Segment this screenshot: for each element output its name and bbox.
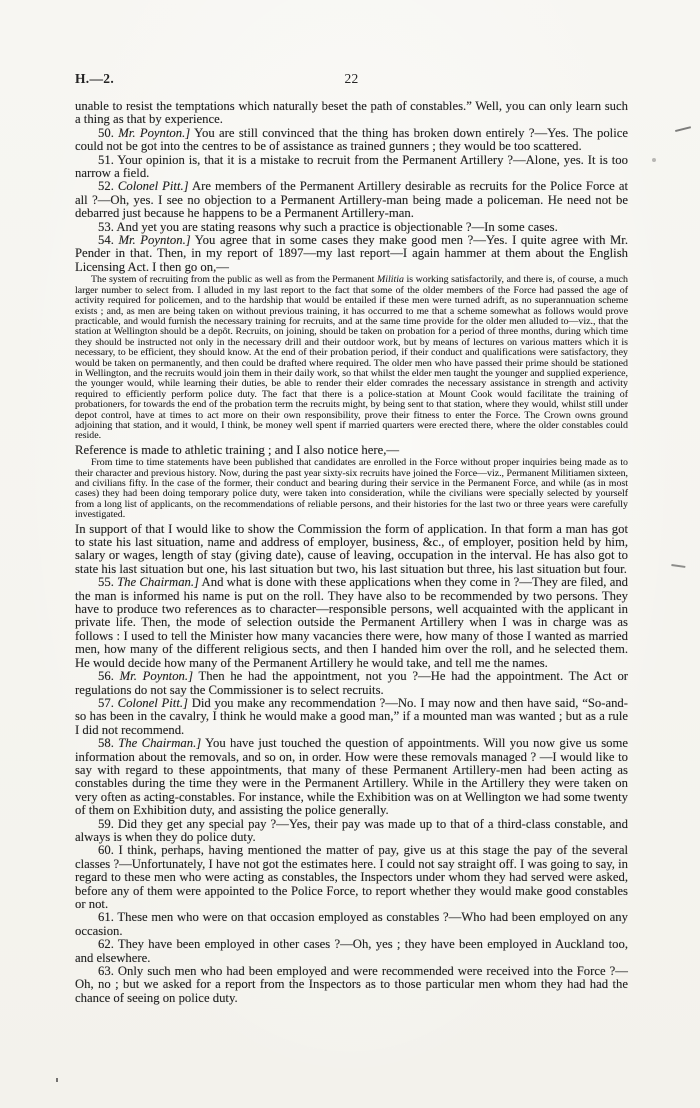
text-run: is working satisfactorily, and there is, of course, a much larger number to select from. I alluded in my last report to the fact that some of the older members of the Force had passed the age of activity required for policemen, and to the hardship that would be entailed if these men were turned adrift, as no superannuation scheme exists ; and, as men are being taken on without previous training, it has occurred to me that a scheme somewhat as follows would prove practicable, and would furnish the necessary training for recruits, and at the same time provide for the older men alluded to—viz., that the station at Wellington should be a depôt. Recruits, on joining, should be taken on probation for a period of three months, during which time they should be instructed not only in the necessary drill and their outdoor work, but by means of lectures on various matters which it is necessary, to be efficient, they should know. At the end of their probation period, if their conduct and qualifications were satisfactory, they would be taken on permanently, and then could be drafted where required. The older men who have passed their prime should be stationed in Wellington, and the recruits would join them in their daily work, so that whilst the elder men taught the younger and supplied experience, the younger would, while learning their duties, be able to render their elder comrades the necessary assistance in strength and activity required to efficiently perform police duty. The fact that there is a police-station at Mount Cook would facilitate the training of probationers, for towards the end of the probation term the recruits might, by being sent to that station, where they would, whilst still under depot control, have at times to act more on their own responsibility, prove their fitness to enter the Force. The Crown owns ground adjoining that station, and it would, I think, be money well spent if married quarters were erected there, where the older constables could reside. [75,274,628,442]
text-run: You have just touched the question of appointments. Will you now give us some information about the removals, and so on, in order. How were these removals managed ? —I would like to say with regard to these appointments, that many of these Permanent Artillery-men had been acting as constables during the time they were in the Permanent Artillery. While in the Artillery they were taken on very often as acting-constables. For instance, while the Exhibition was on at Wellington we had some twenty of them on Exhibition duty, and assisting the police generally. [75,736,629,818]
speaker-name: Colonel Pitt.] [117,695,188,710]
text-run: 63. Only such men who had been employed and were recommended were received into the Force ?—Oh, no ; but we asked for a report from the Inspectors as to those particular men whom they had had the chance of seeing on police duty. [75,964,628,1005]
paragraph [75,737,628,817]
speaker-name: Militia [377,274,404,286]
speaker-name: Mr. Poynton.] [118,125,191,140]
page-number: 22 [344,71,359,86]
text-run: 62. They have been employed in other cases ?—Oh, yes ; they have been employed in Auckland too, and elsewhere. [75,937,628,965]
text-run: 58. [98,736,119,751]
pen-mark-right-top [675,126,693,140]
paragraph [75,154,628,181]
text-run: 57. [98,695,118,710]
page-body [75,100,628,1005]
text-run: 55. [98,575,118,590]
speaker-name: Mr. Poynton.] [118,233,191,248]
text-run: 50. [98,125,119,140]
pen-mark-right-middle [671,555,686,568]
text-run: Are members of the Permanent Artillery desirable as recruits for the Police Force at all ?—Oh, yes. I see no objection to a Permanent Artillery-man being made a policeman. He need not be debarred just because he happens to be a Permanent Artillery-man. [75,179,629,221]
text-run: unable to resist the temptations which naturally beset the path of constables.” Well, you can only learn such a thing as that by experience. [75,99,628,127]
text-run: From time to time statements have been published that candidates are enrolled in the Force without proper inquiries being made as to their character and previous history. Now, during the past year sixty-six recruits have joined the Force—viz., Permanent Militiamen sixteen, and civilians fifty. In the case of the former, their conduct and bearing during their service in the Permanent Force, and while (as in most cases) they had been doing temporary police duty, were taken into consideration, while the civilians were specially selected by yourself from a long list of applicants, on the recommendations of reliable persons, and their histories for the last two or three years were carefully investigated. [75,457,628,521]
text-run: You are still convinced that the thing has broken down entirely ?—Yes. The police could not be got into the centres to be of assistance as trained gunners ; they would be too scattered. [75,125,628,154]
page-header [75,71,628,89]
paragraph [75,670,628,697]
text-run: You agree that in some cases they make good men ?—Yes. I quite agree with Mr. Pender in that. Then, in my report of 1897—my last report—I again hammer at them about the English Licensing Act. I then go on,— [75,233,629,274]
text-run: In support of that I would like to show the Commission the form of application. In that form a man has got to state his last situation, name and address of employer, business, &c., of employer, position held by him, salary or wages, length of stay (giving date), cause of leaving, occupation in the interval. He has also got to state his last situation but one, his last situation but two, his last situation but three, his last situation but four. [75,521,628,576]
paragraph [75,844,628,911]
paragraph [75,818,628,845]
speaker-name: Mr. Poynton.] [119,669,194,684]
paragraph [75,911,628,938]
text-run: 52. [98,179,118,194]
paragraph [75,938,628,965]
paragraph [75,458,628,520]
text-run: The system of recruiting from the public as well as from the Permanent [91,274,377,286]
ink-speck-bottom-left [56,1078,58,1082]
text-run: Then he had the appointment, not you ?—He had the appointment. The Act or regulations do not say the Commissioner is to select recruits. [75,669,629,697]
text-run: 61. These men who were on that occasion employed as constables ?—Who had been employed on any occasion. [75,910,628,938]
speaker-name: The Chairman.] [118,736,202,751]
text-run: Reference is made to athletic training ; and I also notice here,— [75,442,400,457]
text-run: Did you make any recommendation ?—No. I may now and then have said, “So-and-so has been in the cavalry, I think he would make a good man,” if a mounted man was wanted ; but as a rule I did not recommend. [75,695,628,737]
text-run: 54. [98,233,119,248]
text-run: 59. Did they get any special pay ?—Yes, their pay was made up to that of a third-class constable, and always is when they do police duty. [75,816,628,844]
text-run: 53. And yet you are stating reasons why such a practice is objectionable ?—In some cases. [98,219,558,234]
paragraph [75,234,628,274]
paragraph [75,576,628,670]
speaker-name: The Chairman.] [117,575,199,590]
paragraph [75,127,628,154]
ink-speck-right [652,158,656,162]
paragraph [75,275,628,442]
paragraph [75,523,628,577]
text-run: And what is done with these applications when they come in ?—They are filed, and the man is informed his name is put on the roll. They have also to be recommended by two persons. They have to produce two references as to character—responsible persons, well acquainted with the applicant in private life. Then, the mode of selection outside the Permanent Artillery when I was in charge was as follows : I used to tell the Minister how many vacancies there were, how many of those I wanted as married men, how many of the different religious sects, and then I handed him over the roll, and he selected them. He would decide how many of the Permanent Artillery he would take, and tell me the names. [75,575,629,670]
text-run: 56. [98,669,120,684]
text-run: 51. Your opinion is, that it is a mistake to recruit from the Permanent Artillery ?—Alone, yes. It is too narrow a field. [75,152,628,181]
paragraph [75,965,628,1005]
text-run: 60. I think, perhaps, having mentioned the matter of pay, give us at this stage the pay of the several classes ?—Unfortunately, I have not got the estimates here. I could not say straight off. I was going to say, in regard to these men who were acting as constables, the Inspectors under whom they had served were asked, before any of them were appointed to the Police Force, to report whether they would make good constables or not. [75,843,628,911]
paragraph [75,180,628,220]
paragraph [75,444,628,457]
report-number: H.—2. [75,71,115,86]
paragraph [75,100,628,127]
paragraph [75,697,628,737]
speaker-name: Colonel Pitt.] [117,179,189,194]
paragraph [75,221,628,234]
